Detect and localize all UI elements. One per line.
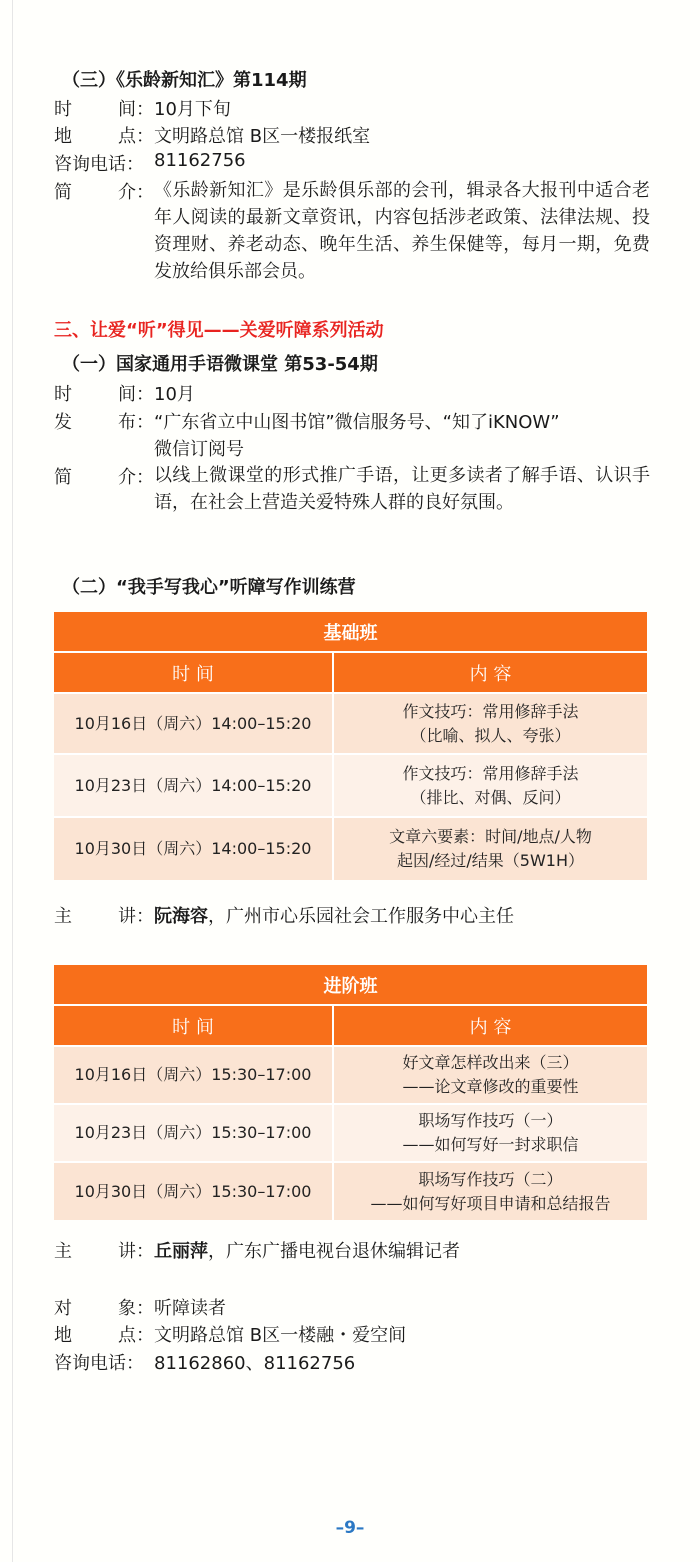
basic-class-table — [54, 612, 647, 880]
phone-value: 81162756 — [154, 150, 246, 171]
section-title-newsletter: （三）《乐龄新知汇》第114期 — [62, 70, 307, 91]
publish-value-line1: “广东省立中山图书馆”微信服务号、“知了iKNOW” — [154, 412, 560, 433]
session-content: 作文技巧：常用修辞手法 （排比、对偶、反问） — [333, 754, 647, 817]
time-label: 时 间： — [54, 99, 154, 120]
sign-time-row — [54, 380, 195, 406]
speaker-name: 阮海容 — [154, 906, 208, 927]
column-header-time: 时 间 — [54, 1005, 333, 1046]
camp-place-row — [54, 1321, 406, 1347]
sign-intro: 以线上微课堂的形式推广手语，让更多读者了解手语、认识手语，在社会上营造关爱特殊人群的良好氛围。 — [154, 465, 650, 513]
session-time: 10月16日（周六）15:30–17:00 — [54, 1046, 333, 1104]
writing-camp-title: （二）“我手写我心”听障写作训练营 — [62, 577, 356, 598]
target-label: 对 象： — [54, 1298, 154, 1319]
session-time: 10月23日（周六）15:30–17:00 — [54, 1104, 333, 1162]
place-value: 文明路总馆 B区一楼报纸室 — [154, 126, 371, 147]
sign-publish-row — [54, 408, 560, 434]
publish-value-line2: 微信订阅号 — [154, 439, 244, 460]
newsletter-intro: 《乐龄新知汇》是乐龄俱乐部的会刊，辑录各大报刊中适合老年人阅读的最新文章资讯，内容包括涉老政策、法律法规、投资理财、养老动态、晚年生活、养生保健等，每月一期，免费发放给俱乐部会员。 — [154, 180, 650, 282]
sign-language-title: （一）国家通用手语微课堂 第53-54期 — [62, 354, 378, 375]
basic-speaker-row — [54, 902, 514, 928]
table-row — [54, 693, 647, 754]
phone-label: 咨询电话： — [54, 1353, 144, 1374]
time-value: 10月下旬 — [154, 99, 231, 120]
target-value: 听障读者 — [154, 1298, 226, 1319]
advanced-class-table — [54, 965, 647, 1220]
section-heading-hearing-care: 三、让爱“听”得见——关爱听障系列活动 — [54, 320, 384, 341]
page-number: –9– — [335, 1518, 365, 1538]
session-time: 10月30日（周六）15:30–17:00 — [54, 1162, 333, 1220]
session-content: 作文技巧：常用修辞手法 （比喻、拟人、夸张） — [333, 693, 647, 754]
intro-label: 简 介： — [54, 182, 154, 203]
advanced-speaker-row — [54, 1237, 460, 1263]
speaker-desc: ，广州市心乐园社会工作服务中心主任 — [208, 906, 514, 927]
place-value: 文明路总馆 B区一楼融・爱空间 — [154, 1325, 407, 1346]
phone-value: 81162860、81162756 — [154, 1353, 356, 1374]
session-time: 10月23日（周六）14:00–15:20 — [54, 754, 333, 817]
table-row — [54, 1046, 647, 1104]
column-header-time: 时 间 — [54, 652, 333, 693]
session-content: 职场写作技巧（二） ——如何写好项目申请和总结报告 — [333, 1162, 647, 1220]
place-label: 地 点： — [54, 126, 154, 147]
table-row — [54, 754, 647, 817]
newsletter-phone-row — [54, 150, 246, 176]
table-row — [54, 817, 647, 880]
camp-phone-row — [54, 1349, 355, 1375]
speaker-name: 丘丽萍 — [154, 1241, 208, 1262]
newsletter-place-row — [54, 122, 370, 148]
target-row — [54, 1294, 226, 1320]
table-row — [54, 1104, 647, 1162]
speaker-label: 主 讲： — [54, 1241, 154, 1262]
column-header-content: 内 容 — [333, 1005, 647, 1046]
session-content: 职场写作技巧（一） ——如何写好一封求职信 — [333, 1104, 647, 1162]
time-value: 10月 — [154, 384, 195, 405]
table-caption: 基础班 — [54, 612, 647, 652]
speaker-label: 主 讲： — [54, 906, 154, 927]
publish-label: 发 布： — [54, 412, 154, 433]
newsletter-time-row — [54, 95, 231, 121]
place-label: 地 点： — [54, 1325, 154, 1346]
time-label: 时 间： — [54, 384, 154, 405]
column-header-content: 内 容 — [333, 652, 647, 693]
table-caption: 进阶班 — [54, 965, 647, 1005]
session-time: 10月16日（周六）14:00–15:20 — [54, 693, 333, 754]
speaker-desc: ，广东广播电视台退休编辑记者 — [208, 1241, 460, 1262]
session-content: 文章六要素：时间/地点/人物 起因/经过/结果（5W1H） — [333, 817, 647, 880]
page-edge-line — [12, 0, 13, 1562]
intro-label: 简 介： — [54, 467, 154, 488]
table-row — [54, 1162, 647, 1220]
session-content: 好文章怎样改出来（三） ——论文章修改的重要性 — [333, 1046, 647, 1104]
session-time: 10月30日（周六）14:00–15:20 — [54, 817, 333, 880]
phone-label: 咨询电话： — [54, 154, 144, 175]
